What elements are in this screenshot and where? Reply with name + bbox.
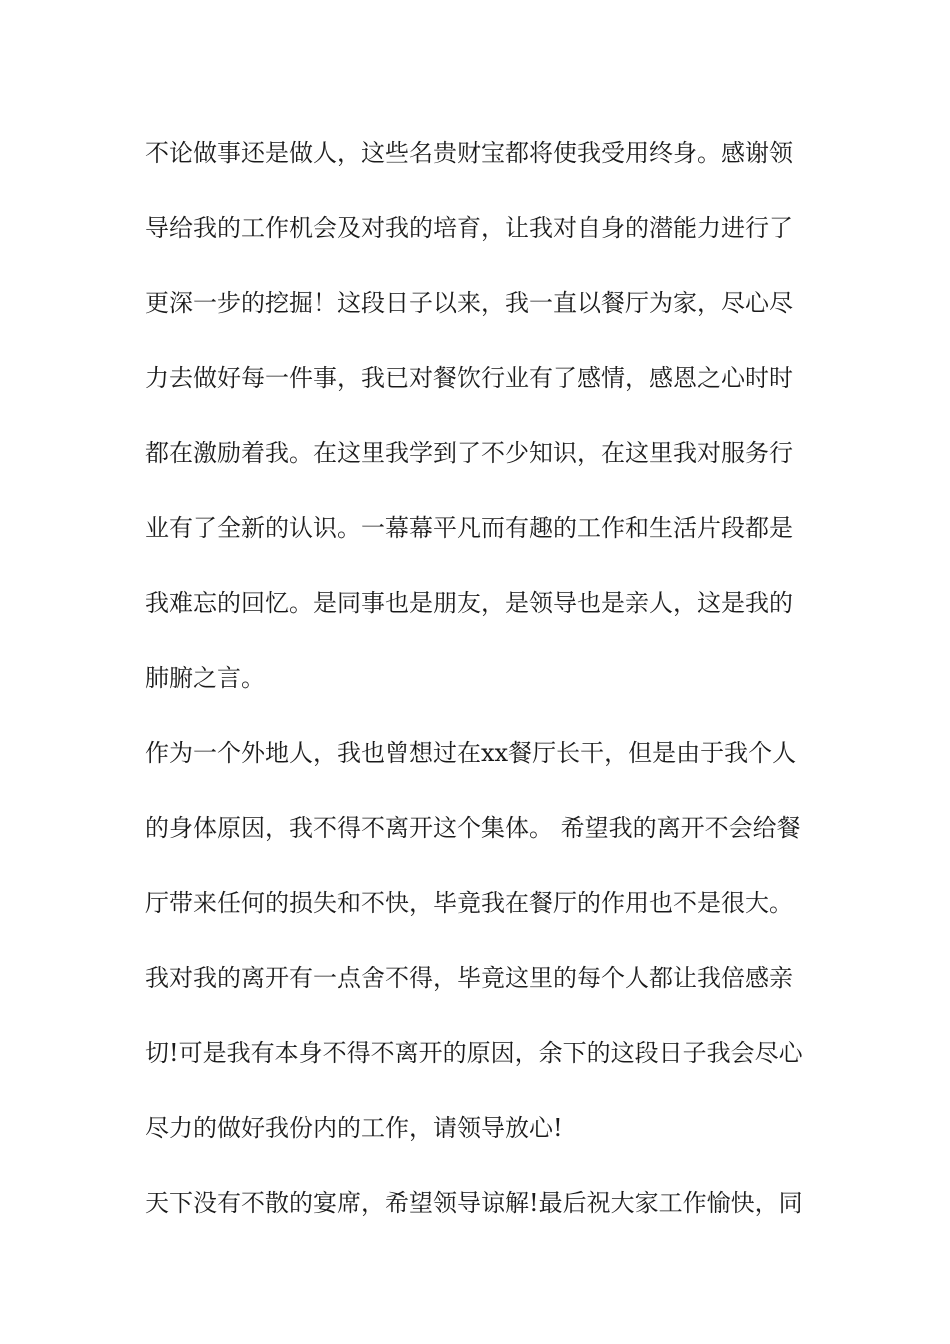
text-line: 不论做事还是做人，这些名贵财宝都将使我受用终身。感谢领 [145,139,793,167]
text-line: 天下没有不散的宴席，希望领导谅解!最后祝大家工作愉快，同 [145,1189,803,1217]
text-line: 我难忘的回忆。是同事也是朋友，是领导也是亲人，这是我的 [145,589,793,617]
text-line: 肺腑之言。 [145,664,265,692]
text-line: 力去做好每一件事，我已对餐饮行业有了感情，感恩之心时时 [145,364,793,392]
text-line: 切!可是我有本身不得不离开的原因，余下的这段日子我会尽心 [145,1039,803,1067]
text-line: 更深一步的挖掘！这段日子以来，我一直以餐厅为家，尽心尽 [145,289,793,317]
text-line: 的身体原因，我不得不离开这个集体。 希望我的离开不会给餐 [145,814,801,842]
text-line: 尽力的做好我份内的工作，请领导放心! [145,1114,563,1142]
text-line: 厅带来任何的损失和不快，毕竟我在餐厅的作用也不是很大。 [145,889,793,917]
text-line: 导给我的工作机会及对我的培育，让我对自身的潜能力进行了 [145,214,793,242]
text-line: 都在激励着我。在这里我学到了不少知识，在这里我对服务行 [145,439,793,467]
text-line: 业有了全新的认识。一幕幕平凡而有趣的工作和生活片段都是 [145,514,793,542]
text-line: 我对我的离开有一点舍不得，毕竟这里的每个人都让我倍感亲 [145,964,793,992]
text-line: 作为一个外地人，我也曾想过在xx餐厅长干，但是由于我个人 [145,739,797,767]
